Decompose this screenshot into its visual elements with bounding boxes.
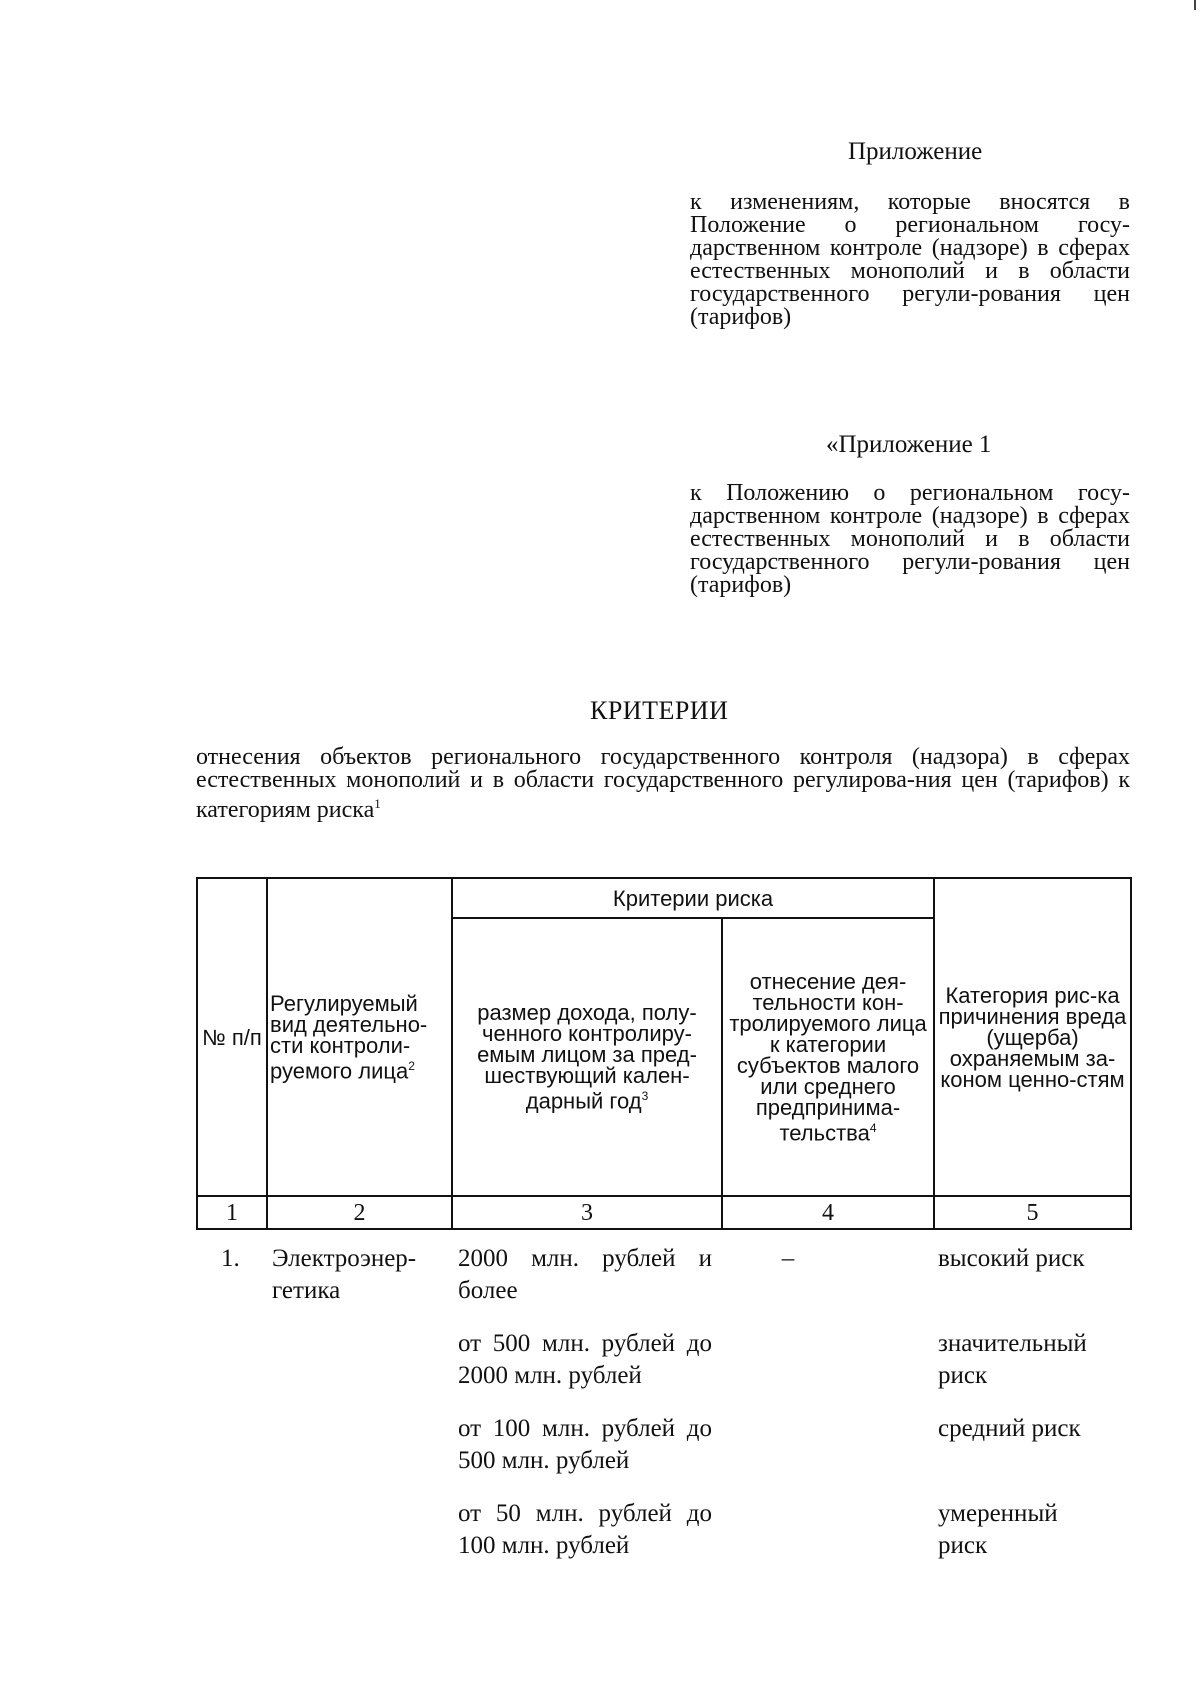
appendix1-label: «Приложение 1 xyxy=(826,431,992,458)
tier-income: от 100 млн. рублей до 500 млн. рублей xyxy=(458,1415,712,1474)
appendix-label: Приложение xyxy=(848,138,983,165)
page-subtitle xyxy=(196,746,1130,822)
tier-risk: высокий риск xyxy=(938,1245,1085,1272)
col-number-5: 5 xyxy=(934,1196,1131,1229)
col-number-2: 2 xyxy=(267,1196,452,1229)
header-small-business xyxy=(722,918,934,1196)
header-number xyxy=(197,878,267,1196)
tier-income: от 500 млн. рублей до 2000 млн. рублей xyxy=(458,1330,712,1389)
subtitle-footnote: 1 xyxy=(374,796,381,811)
header-activity-label: Регулируемый вид деятельно-сти контроли-руемого лица xyxy=(270,990,428,1084)
header-small-business-label: отнесение дея-тельности кон-тролируемого лица к категории субъектов малого или среднего предпринима-тельства xyxy=(729,968,927,1146)
appendix1-text: к Положению о региональном госу-дарственном контроле (надзоре) в сферах естественных монополий и в области государственного регули-рования цен (тарифов) xyxy=(690,480,1130,598)
criteria-table-header xyxy=(196,877,1132,1230)
header-activity xyxy=(267,878,452,1196)
page-title: КРИТЕРИИ xyxy=(590,696,729,725)
header-risk-category xyxy=(934,878,1131,1196)
col-number-1: 1 xyxy=(197,1196,267,1229)
tier-income: от 50 млн. рублей до 100 млн. рублей xyxy=(458,1500,712,1559)
tier-risk: средний риск xyxy=(938,1415,1081,1442)
header-small-business-footnote: 4 xyxy=(869,1120,877,1135)
row-number: 1. xyxy=(221,1245,240,1272)
col-number-3: 3 xyxy=(452,1196,722,1229)
header-group xyxy=(452,878,934,918)
appendix-text: к изменениям, которые вносятся в Положение о региональном госу-дарственном контроле (надзоре) в сферах естественных монополий и в области государственного регули-рования цен (тарифов) xyxy=(690,189,1130,330)
row-activity: Электроэнер-гетика xyxy=(272,1245,417,1304)
tier-risk: умеренный риск xyxy=(938,1500,1058,1559)
header-income-footnote: 3 xyxy=(641,1089,649,1104)
header-risk-category-label: Категория рис-ка причинения вреда (ущерба) охраняемым за-коном ценно-стям xyxy=(938,982,1127,1092)
header-income xyxy=(452,918,722,1196)
header-income-label: размер дохода, полу-ченного контролиру-емым лицом за пред-шествующий кален-дарный год xyxy=(477,1000,697,1114)
tier-risk: значительный риск xyxy=(938,1330,1087,1389)
header-number-label: № п/п xyxy=(202,1024,262,1050)
header-group-label: Критерии риска xyxy=(612,885,774,911)
row-small-business: – xyxy=(781,1245,795,1272)
tier-income: 2000 млн. рублей и более xyxy=(458,1245,712,1304)
scan-mark xyxy=(1194,0,1196,10)
col-number-4: 4 xyxy=(722,1196,934,1229)
subtitle-text: отнесения объектов регионального государственного контроля (надзора) в сферах естественных монополий и в области государственного регулирова-ния цен (тарифов) к категориям риска xyxy=(196,744,1130,823)
header-activity-footnote: 2 xyxy=(408,1058,415,1073)
